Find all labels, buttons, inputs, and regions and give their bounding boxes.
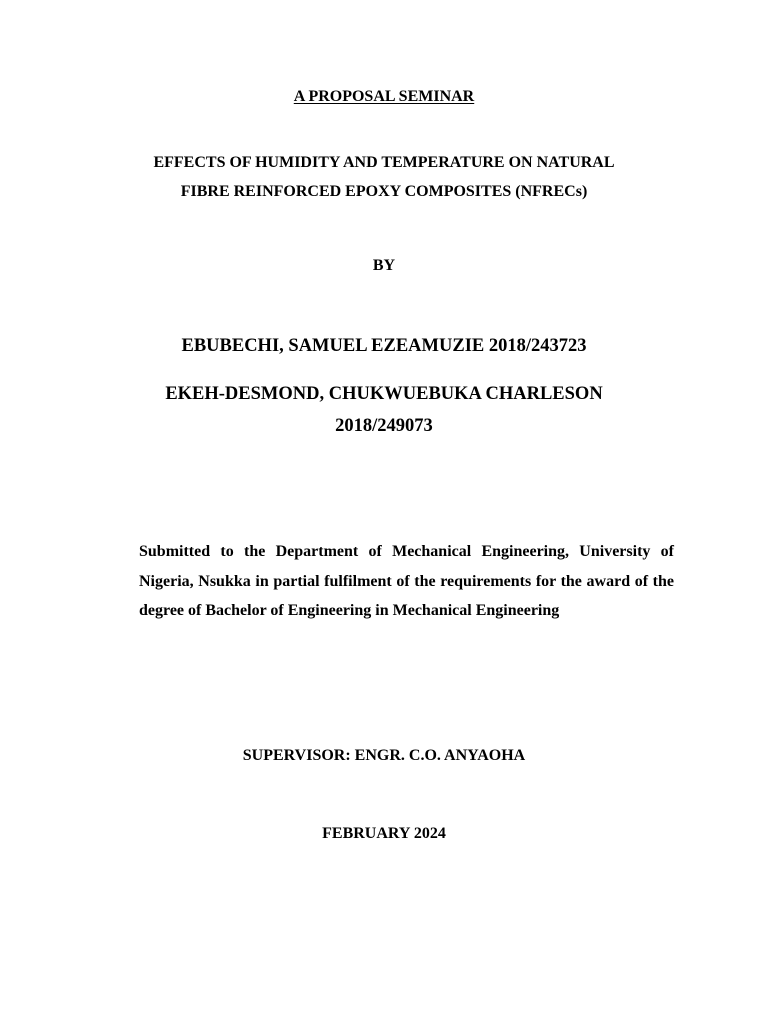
author-2-reg-number: 2018/249073: [335, 416, 433, 436]
document-title: [0, 148, 768, 206]
submission-statement: Submitted to the Department of Mechanical Engineering, University of Nigeria, Nsukka in partial fulfilment of the requirements for the award of the degree of Bachelor of Engineering in Mechanical Engineering: [139, 543, 674, 619]
supervisor-line: SUPERVISOR: ENGR. C.O. ANYAOHA: [242, 747, 526, 764]
submission-date: FEBRUARY 2024: [322, 825, 446, 842]
by-label: BY: [372, 257, 396, 274]
author-2: [0, 378, 768, 442]
title-line-2: FIBRE REINFORCED EPOXY COMPOSITES (NFRECs): [180, 183, 588, 200]
author-2-name: EKEH-DESMOND, CHUKWUEBUKA CHARLESON: [165, 384, 603, 404]
document-heading: A PROPOSAL SEMINAR: [293, 88, 475, 105]
author-1: EBUBECHI, SAMUEL EZEAMUZIE 2018/243723: [181, 336, 587, 356]
title-line-1: EFFECTS OF HUMIDITY AND TEMPERATURE ON NATURAL: [153, 154, 615, 171]
